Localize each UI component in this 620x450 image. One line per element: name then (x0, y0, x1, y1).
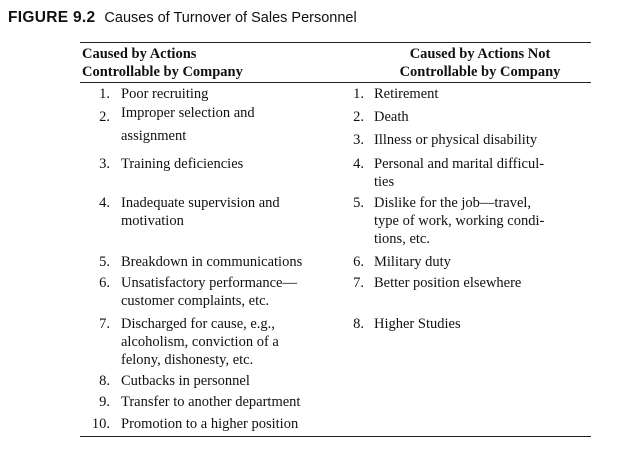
item-text: Illness or physical disability (374, 132, 538, 148)
item-text: Unsatisfactory performance— customer complaints, etc. (121, 275, 297, 309)
item-text: Retirement (374, 86, 439, 102)
item-text: Poor recruiting (121, 86, 209, 102)
item-number: 5. (353, 195, 364, 211)
item-text: Death (374, 109, 409, 125)
item-text: Training deficiencies (121, 156, 244, 172)
item-text: Discharged for cause, e.g., alcoholism, conviction of a felony, dishonesty, etc. (121, 316, 279, 368)
item-number: 3. (353, 132, 364, 148)
top-rule (80, 42, 591, 43)
item-text: Cutbacks in personnel (121, 373, 250, 389)
item-number: 6. (353, 254, 364, 270)
item-text: Military duty (374, 254, 451, 270)
item-number: 8. (99, 373, 110, 389)
item-text: Higher Studies (374, 316, 461, 332)
item-text: Promotion to a higher position (121, 416, 299, 432)
item-text: Improper selection and assignment (121, 105, 255, 144)
item-number: 6. (99, 275, 110, 291)
item-text: Personal and marital difficul- ties (374, 156, 545, 190)
item-number: 8. (353, 316, 364, 332)
item-number: 10. (91, 416, 110, 432)
item-text: Transfer to another department (121, 394, 301, 410)
item-text: Inadequate supervision and motivation (121, 195, 280, 229)
item-text: Better position elsewhere (374, 275, 522, 291)
item-number: 2. (353, 109, 364, 125)
item-number: 5. (99, 254, 110, 270)
figure-caption (8, 9, 357, 27)
item-number: 1. (99, 86, 110, 102)
figure-title: Causes of Turnover of Sales Personnel (104, 10, 357, 26)
figure-number: FIGURE 9.2 (8, 9, 96, 26)
item-number: 9. (99, 394, 110, 410)
item-number: 7. (99, 316, 110, 332)
item-number: 4. (353, 156, 364, 172)
left-column-header: Caused by Actions Controllable by Company (82, 46, 243, 80)
right-column-header: Caused by Actions Not Controllable by Company (399, 46, 561, 80)
item-text: Breakdown in communications (121, 254, 303, 270)
item-number: 7. (353, 275, 364, 291)
item-number: 3. (99, 156, 110, 172)
item-number: 4. (99, 195, 110, 211)
item-text: Dislike for the job—travel, type of work, working condi- tions, etc. (374, 195, 545, 247)
item-number: 2. (99, 109, 110, 125)
bottom-rule (80, 436, 591, 437)
header-rule (80, 82, 591, 83)
item-number: 1. (353, 86, 364, 102)
